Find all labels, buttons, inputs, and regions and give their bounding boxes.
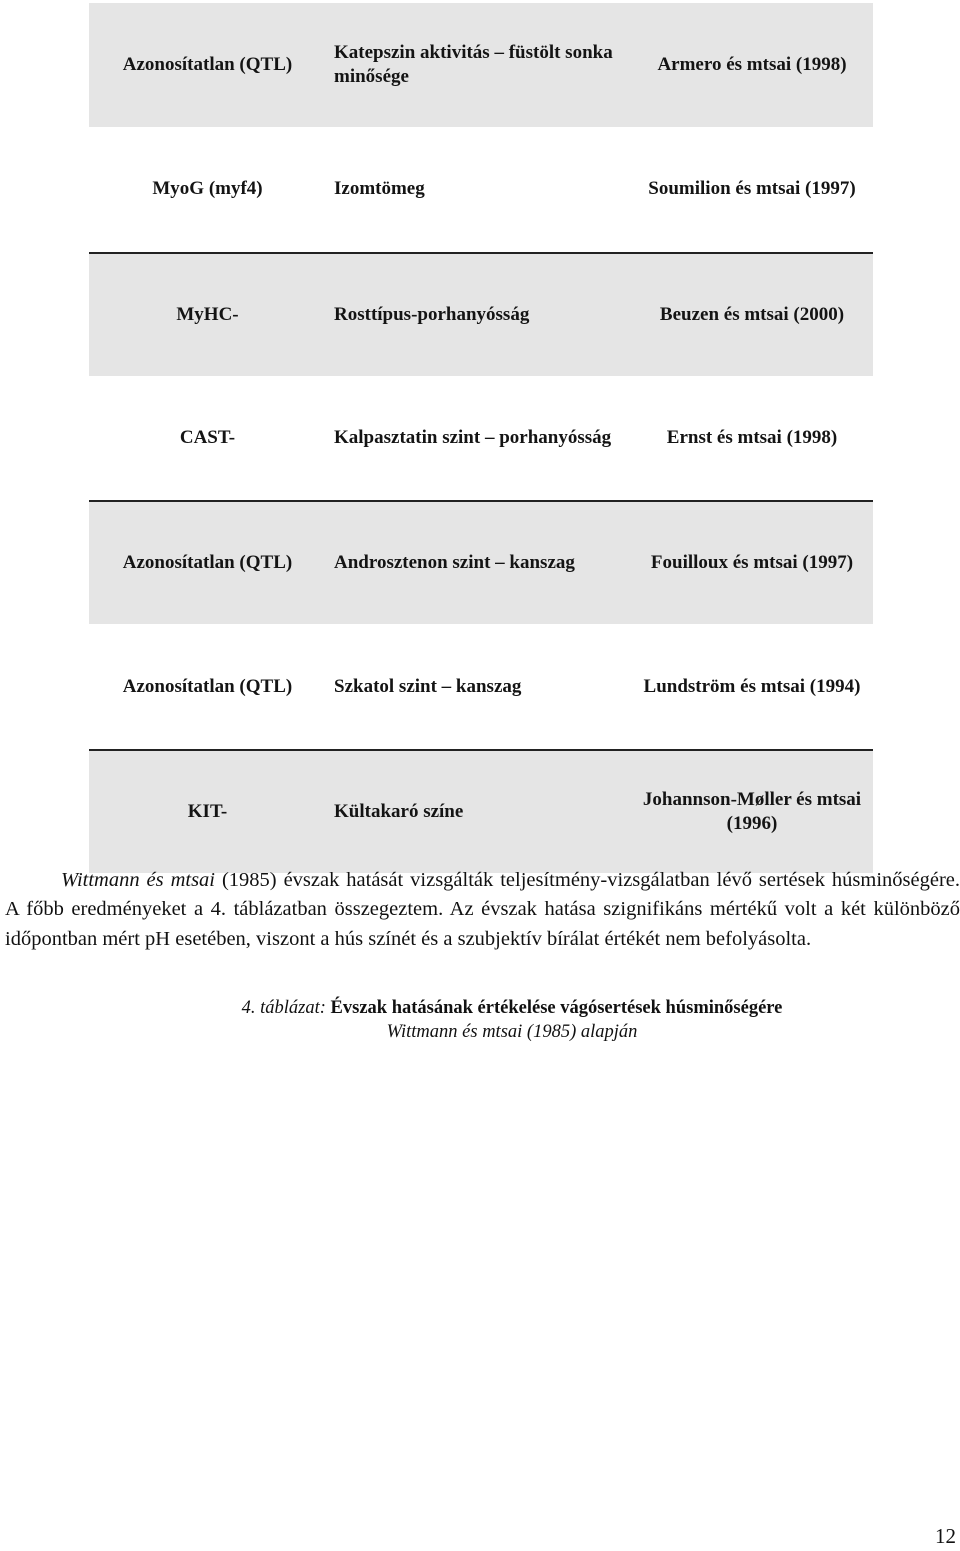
reference-cell: Johannson-Møller és mtsai (1996) [642, 788, 862, 834]
gene-cell: KIT- [187, 800, 228, 822]
trait-cell: Androsztenon szint – kanszag [334, 552, 575, 574]
paragraph-text: (1985) évszak hatását vizsgálták teljesítmény-vizsgálatban lévő sertések húsminőségére. A főbb eredményeket a 4. táblázatban összegeztem. Az évszak hatása szignifikáns mértékű volt a két különböző időpontban mért pH esetében, viszont a hús színét és a szubjektív bírálat értékét nem befolyásolta. [5, 869, 960, 950]
trait-cell: Kalpasztatin szint – porhanyósság [334, 427, 612, 449]
paragraph-authors: Wittmann és mtsai [61, 869, 215, 891]
trait-cell: Rosttípus-porhanyósság [334, 303, 530, 325]
table-row [89, 127, 873, 251]
reference-cell: Soumilion és mtsai (1997) [648, 178, 856, 200]
table-row [89, 749, 873, 873]
reference-cell: Beuzen és mtsai (2000) [659, 303, 845, 325]
reference-cell: Ernst és mtsai (1998) [666, 427, 838, 449]
gene-cell: MyoG (myf4) [152, 178, 263, 200]
table-row [89, 500, 873, 624]
table-row [89, 252, 873, 376]
trait-cell: Szkatol szint – kanszag [334, 675, 522, 697]
table-row [89, 376, 873, 500]
trait-cell: Izomtömeg [334, 178, 425, 200]
trait-cell: Katepszin aktivitás – füstölt sonka minősége [334, 42, 613, 88]
body-paragraph [5, 866, 960, 954]
reference-cell: Armero és mtsai (1998) [657, 54, 847, 76]
caption-label: 4. táblázat: [241, 998, 326, 1018]
page-number: 12 [935, 1524, 956, 1548]
table-row [89, 3, 873, 127]
reference-cell: Lundström és mtsai (1994) [643, 675, 861, 697]
caption-title: Évszak hatásának értékelése vágósertések húsminőségére [330, 998, 783, 1018]
gene-trait-table [89, 3, 873, 873]
table-caption [0, 995, 960, 1021]
gene-cell: MyHC- [176, 303, 239, 325]
caption-source: Wittmann és mtsai (1985) alapján [386, 1022, 638, 1042]
table-row [89, 624, 873, 748]
gene-cell: Azonosítatlan (QTL) [122, 552, 293, 574]
gene-cell: CAST- [179, 427, 236, 449]
reference-cell: Fouilloux és mtsai (1997) [650, 552, 854, 574]
gene-cell: Azonosítatlan (QTL) [122, 675, 293, 697]
gene-cell: Azonosítatlan (QTL) [122, 54, 293, 76]
trait-cell: Kültakaró színe [334, 800, 464, 822]
